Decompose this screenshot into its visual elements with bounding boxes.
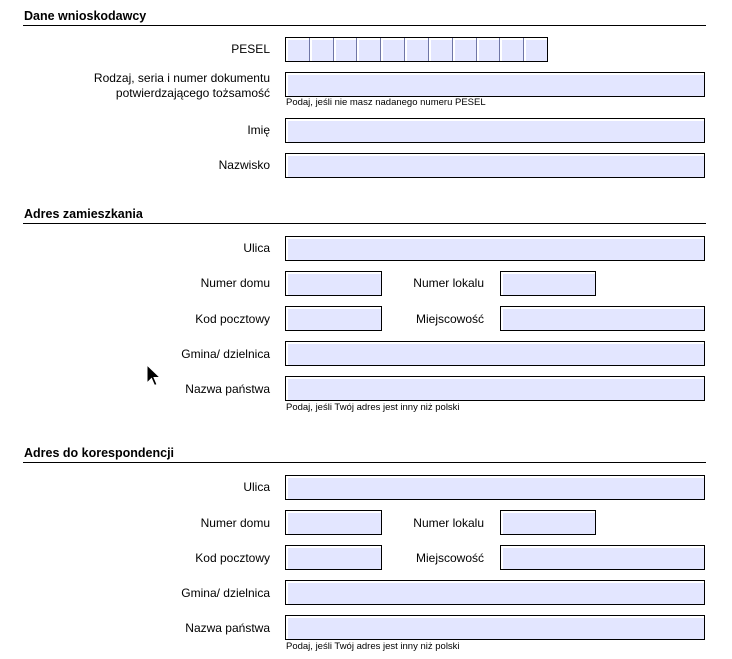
section-title-correspondence: Adres do korespondencji xyxy=(24,446,175,460)
residence-street-input[interactable] xyxy=(285,236,705,261)
correspondence-street-input[interactable] xyxy=(285,475,705,500)
pesel-digit-cell[interactable] xyxy=(405,38,429,61)
section-divider xyxy=(23,462,706,463)
pesel-input[interactable] xyxy=(285,37,548,62)
section-title-residence: Adres zamieszkania xyxy=(24,207,143,221)
correspondence-postcode-label: Kod pocztowy xyxy=(195,551,270,565)
pesel-digit-cell[interactable] xyxy=(310,38,334,61)
pesel-digit-cell[interactable] xyxy=(357,38,381,61)
pesel-digit-cell[interactable] xyxy=(500,38,524,61)
residence-city-input[interactable] xyxy=(500,306,705,331)
residence-postcode-input[interactable] xyxy=(285,306,382,331)
correspondence-house-label: Numer domu xyxy=(200,516,270,530)
residence-street-label: Ulica xyxy=(243,241,270,255)
first-name-label: Imię xyxy=(247,123,270,137)
residence-flat-label: Numer lokalu xyxy=(413,276,484,290)
correspondence-city-label: Miejscowość xyxy=(415,551,484,565)
pesel-digit-cell[interactable] xyxy=(429,38,453,61)
correspondence-district-input[interactable] xyxy=(285,580,705,605)
residence-house-label: Numer domu xyxy=(200,276,270,290)
last-name-label: Nazwisko xyxy=(218,158,270,172)
correspondence-country-hint: Podaj, jeśli Twój adres jest inny niż polski xyxy=(286,641,460,652)
residence-city-label: Miejscowość xyxy=(415,312,484,326)
last-name-input[interactable] xyxy=(285,153,705,178)
section-title-applicant: Dane wnioskodawcy xyxy=(24,9,147,23)
correspondence-city-input[interactable] xyxy=(500,545,705,570)
residence-country-input[interactable] xyxy=(285,376,705,401)
residence-country-hint: Podaj, jeśli Twój adres jest inny niż polski xyxy=(286,402,460,413)
correspondence-house-input[interactable] xyxy=(285,510,382,535)
correspondence-country-input[interactable] xyxy=(285,615,705,640)
residence-district-label: Gmina/ dzielnica xyxy=(181,347,270,361)
correspondence-flat-input[interactable] xyxy=(500,510,596,535)
pesel-digit-cell[interactable] xyxy=(453,38,477,61)
correspondence-postcode-input[interactable] xyxy=(285,545,382,570)
first-name-input[interactable] xyxy=(285,118,705,143)
correspondence-flat-label: Numer lokalu xyxy=(413,516,484,530)
pesel-digit-cell[interactable] xyxy=(334,38,358,61)
residence-country-label: Nazwa państwa xyxy=(185,382,270,396)
correspondence-country-label: Nazwa państwa xyxy=(185,621,270,635)
pesel-digit-cell[interactable] xyxy=(286,38,310,61)
correspondence-district-label: Gmina/ dzielnica xyxy=(181,586,270,600)
residence-district-input[interactable] xyxy=(285,341,705,366)
pesel-label: PESEL xyxy=(231,42,270,56)
pesel-digit-cell[interactable] xyxy=(477,38,501,61)
document-label-line2: potwierdzającego tożsamość xyxy=(115,86,270,100)
mouse-cursor-icon xyxy=(146,364,162,388)
section-divider xyxy=(23,223,706,224)
document-hint: Podaj, jeśli nie masz nadanego numeru PESEL xyxy=(286,97,486,108)
document-input[interactable] xyxy=(285,72,705,97)
correspondence-street-label: Ulica xyxy=(243,480,270,494)
pesel-digit-cell[interactable] xyxy=(381,38,405,61)
section-divider xyxy=(23,25,706,26)
residence-flat-input[interactable] xyxy=(500,271,596,296)
pesel-digit-cell[interactable] xyxy=(524,38,547,61)
document-label-line1: Rodzaj, seria i numer dokumentu xyxy=(93,71,270,85)
residence-house-input[interactable] xyxy=(285,271,382,296)
residence-postcode-label: Kod pocztowy xyxy=(195,312,270,326)
